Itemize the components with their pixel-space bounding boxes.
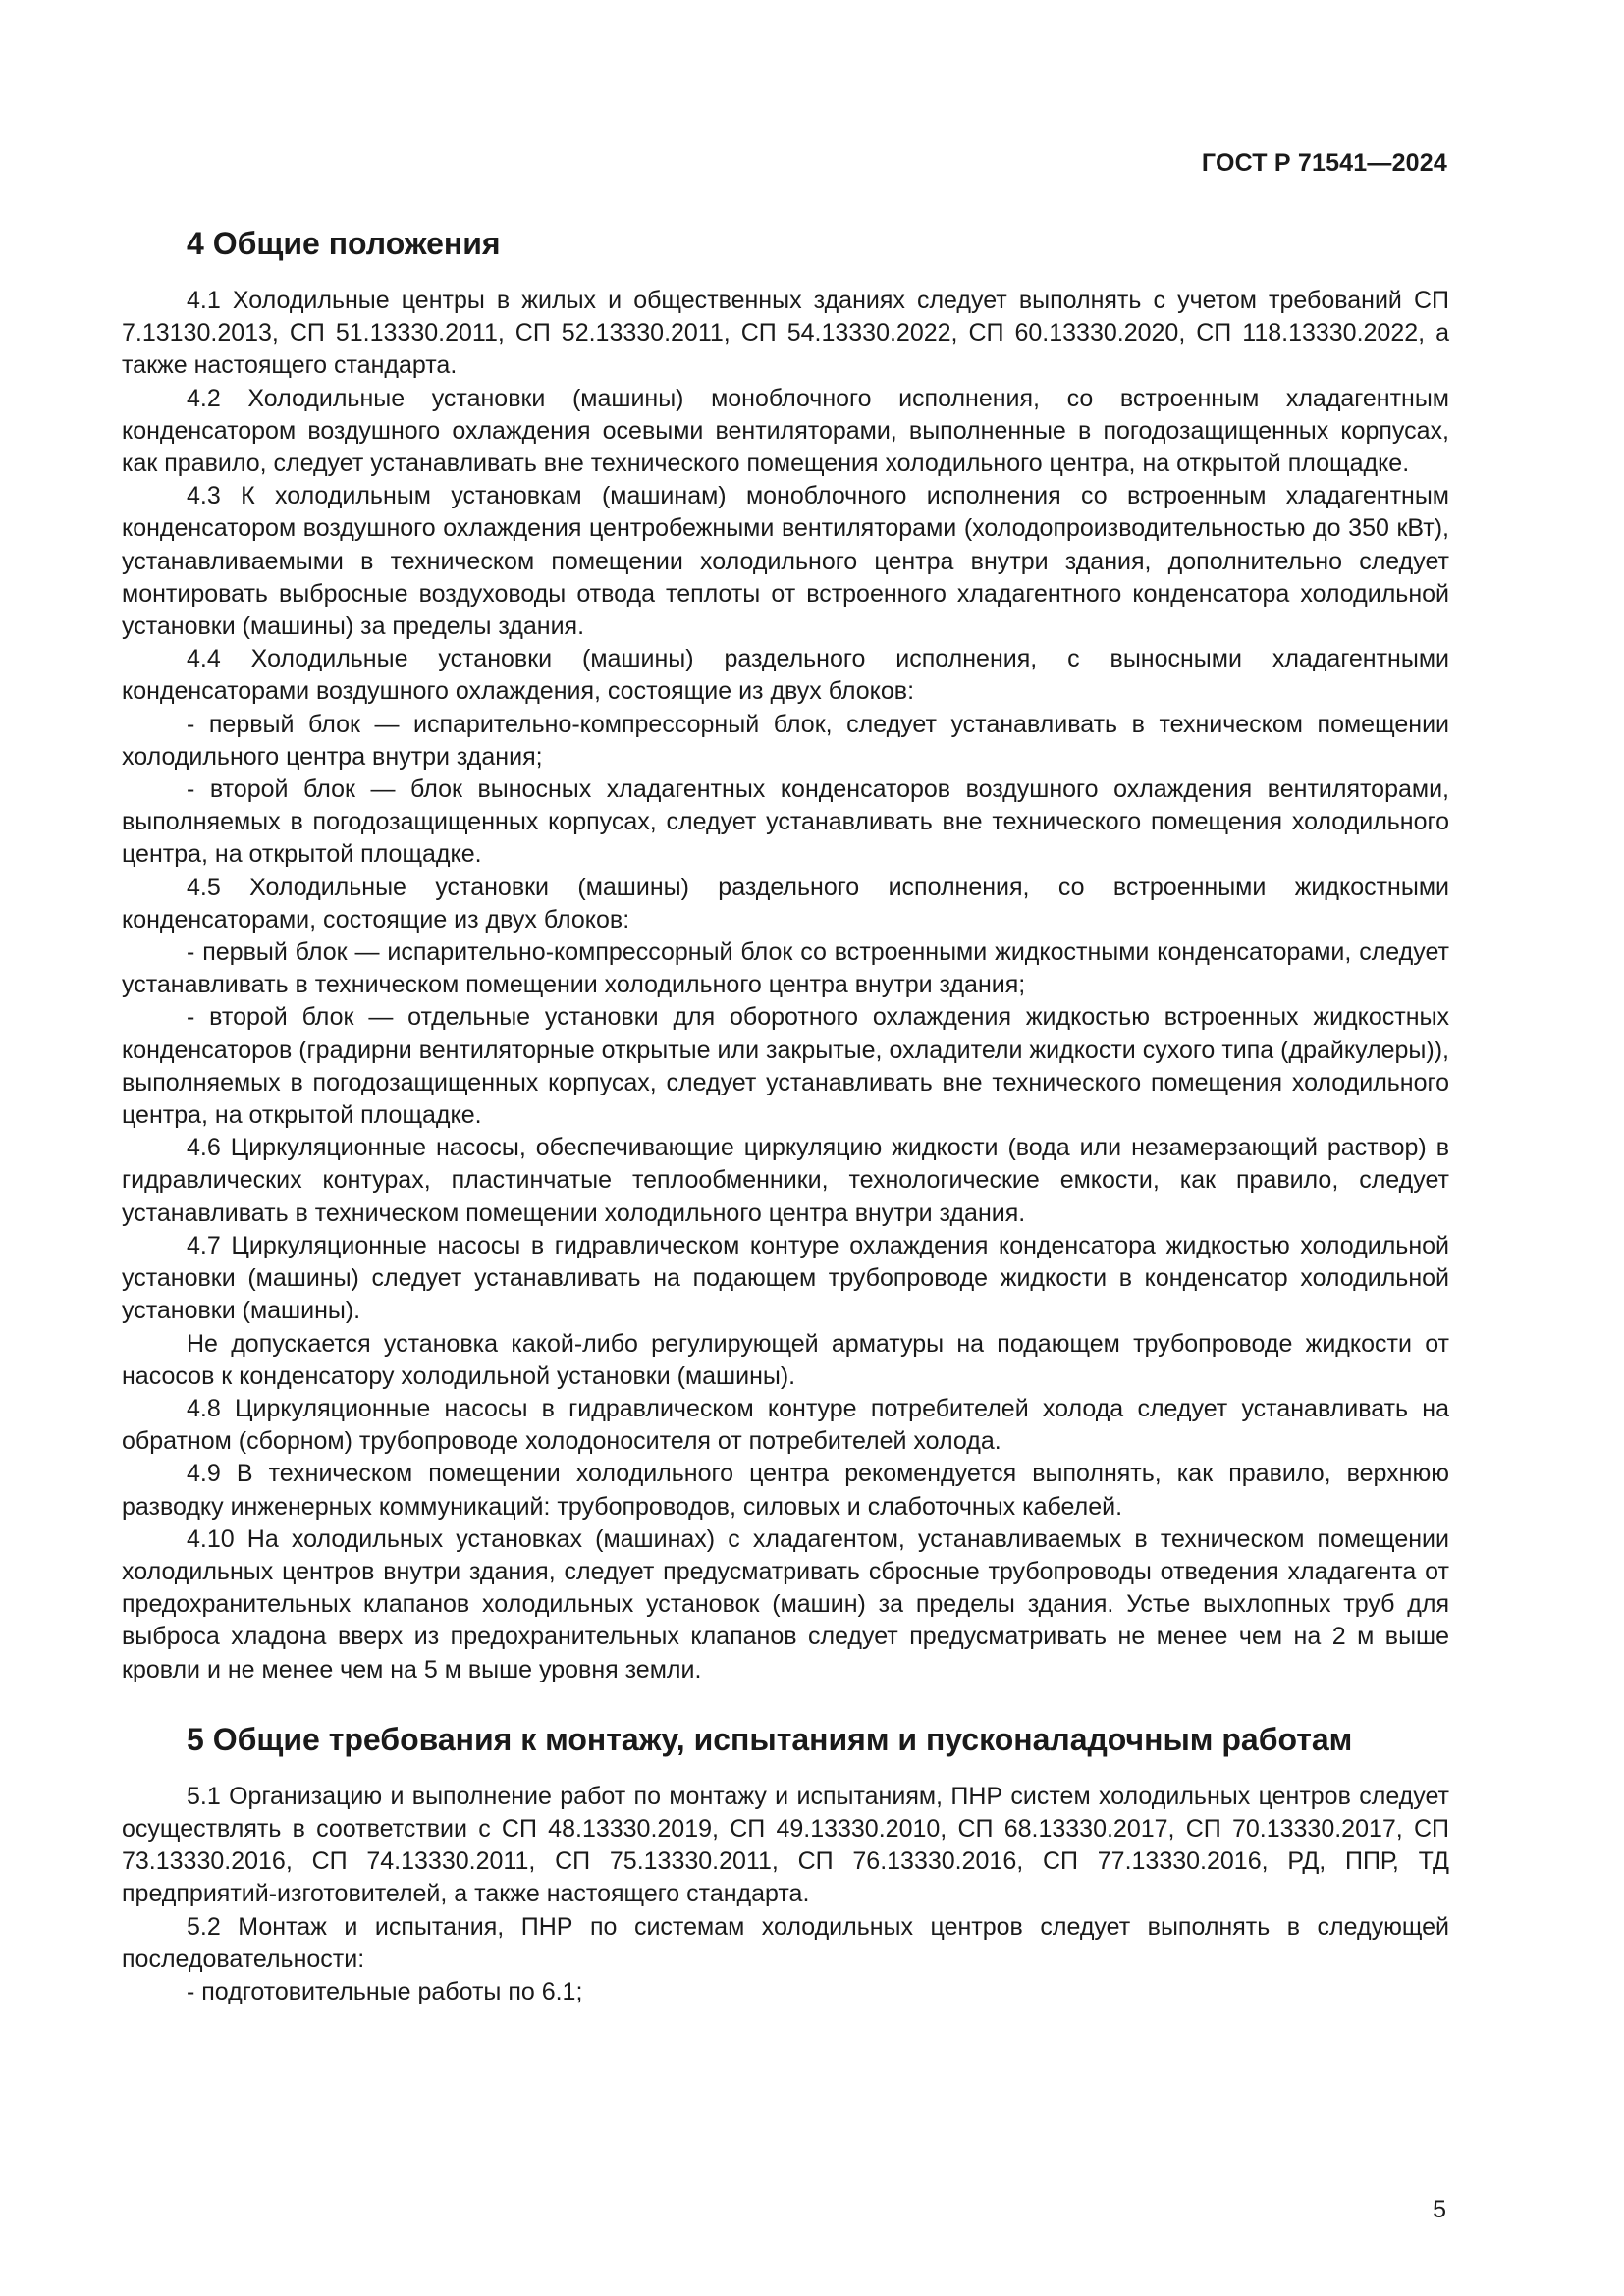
list-item-4-4-second: - второй блок — блок выносных хладагентных конденсаторов воздушного охлаждения вентиляторами, выполняемых в погодозащищенных корпусах, следует устанавливать вне технического помещения холодильного центра, на открытой площадке. [122, 775, 1449, 869]
list-item-4-5-second: - второй блок — отдельные установки для оборотного охлаждения жидкостью встроенных жидкостных конденсаторов (градирни вентиляторные открытые или закрытые, охладители жидкости сухого типа (драйкулеры)), выполняемых в погодозащищенных корпусах, следует устанавливать вне технического помещения холодильного центра, на открытой площадке. [122, 1003, 1449, 1130]
paragraph-4-9: 4.9 В техническом помещении холодильного центра рекомендуется выполнять, как правило, верхнюю разводку инженерных коммуникаций: трубопроводов, силовых и слаботочных кабелей. [122, 1460, 1449, 1521]
document-body [122, 222, 1449, 2008]
paragraph-4-10: 4.10 На холодильных установках (машинах) с хладагентом, устанавливаемых в техническом помещении холодильных центров внутри здания, следует предусматривать сбросные трубопроводы отведения хладагента от предохранительных клапанов холодильных установок (машин) за пределы здания. Устье выхлопных труб для выброса хладона вверх из предохранительных клапанов следует предусматривать не менее чем на 2 м выше кровли и не менее чем на 5 м выше уровня земли. [122, 1524, 1449, 1683]
list-item-4-4-first: - первый блок — испарительно-компрессорный блок, следует устанавливать в техническом помещении холодильного центра внутри здания; [122, 710, 1449, 771]
paragraph-4-1: 4.1 Холодильные центры в жилых и общественных зданиях следует выполнять с учетом требований СП 7.13130.2013, СП 51.13330.2011, СП 52.13330.2011, СП 54.13330.2022, СП 60.13330.2020, СП 118.13330.2022, а также настоящего стандарта. [122, 287, 1449, 380]
paragraph-4-7: 4.7 Циркуляционные насосы в гидравлическом контуре охлаждения конденсатора жидкостью холодильной установки (машины) следует устанавливать на подающем трубопроводе жидкости в конденсатор холодильной установки (машины). [122, 1231, 1449, 1325]
paragraph-4-8: 4.8 Циркуляционные насосы в гидравлическом контуре потребителей холода следует устанавливать на обратном (сборном) трубопроводе холодоносителя от потребителей холода. [122, 1394, 1449, 1456]
list-item-4-5-first: - первый блок — испарительно-компрессорный блок со встроенными жидкостными конденсаторами, следует устанавливать в техническом помещении холодильного центра внутри здания; [122, 938, 1449, 999]
section-5-title: 5 Общие требования к монтажу, испытаниям и пусконаладочным работам [187, 1721, 1353, 1757]
page-number: 5 [1433, 2196, 1446, 2223]
paragraph-4-7-note: Не допускается установка какой-либо регулирующей арматуры на подающем трубопроводе жидкости от насосов к конденсатору холодильной установки (машины). [122, 1329, 1449, 1390]
paragraph-4-5: 4.5 Холодильные установки (машины) раздельного исполнения, со встроенными жидкостными конденсаторами, состоящие из двух блоков: [122, 873, 1449, 934]
paragraph-4-6: 4.6 Циркуляционные насосы, обеспечивающие циркуляцию жидкости (вода или незамерзающий раствор) в гидравлических контурах, пластинчатые теплообменники, технологические емкости, как правило, следует устанавливать в техническом помещении холодильного центра внутри здания. [122, 1134, 1449, 1227]
paragraph-4-3: 4.3 К холодильным установкам (машинам) моноблочного исполнения со встроенным хладагентным конденсатором воздушного охлаждения центробежными вентиляторами (холодопроизводительностью до 350 кВт), устанавливаемыми в техническом помещении холодильного центра внутри здания, дополнительно следует монтировать выбросные воздуховоды отвода теплоты от встроенного хладагентного конденсатора холодильной установки (машины) за пределы здания. [122, 482, 1449, 641]
paragraph-5-1: 5.1 Организацию и выполнение работ по монтажу и испытаниям, ПНР систем холодильных центров следует осуществлять в соответствии с СП 48.13330.2019, СП 49.13330.2010, СП 68.13330.2017, СП 70.13330.2017, СП 73.13330.2016, СП 74.13330.2011, СП 75.13330.2011, СП 76.13330.2016, СП 77.13330.2016, РД, ППР, ТД предприятий-изготовителей, а также настоящего стандарта. [122, 1782, 1449, 1908]
document-code: ГОСТ Р 71541—2024 [1201, 149, 1447, 177]
paragraph-5-2: 5.2 Монтаж и испытания, ПНР по системам холодильных центров следует выполнять в следующей последовательности: [122, 1912, 1449, 1973]
section-4-title: 4 Общие положения [187, 226, 501, 261]
paragraph-4-4: 4.4 Холодильные установки (машины) раздельного исполнения, с выносными хладагентными конденсаторами воздушного охлаждения, состоящие из двух блоков: [122, 645, 1449, 706]
paragraph-4-2: 4.2 Холодильные установки (машины) моноблочного исполнения, со встроенным хладагентным конденсатором воздушного охлаждения осевыми вентиляторами, выполненные в погодозащищенных корпусах, как правило, следует устанавливать вне технического помещения холодильного центра, на открытой площадке. [122, 384, 1449, 478]
list-item-5-2-first: - подготовительные работы по 6.1; [187, 1977, 583, 2005]
